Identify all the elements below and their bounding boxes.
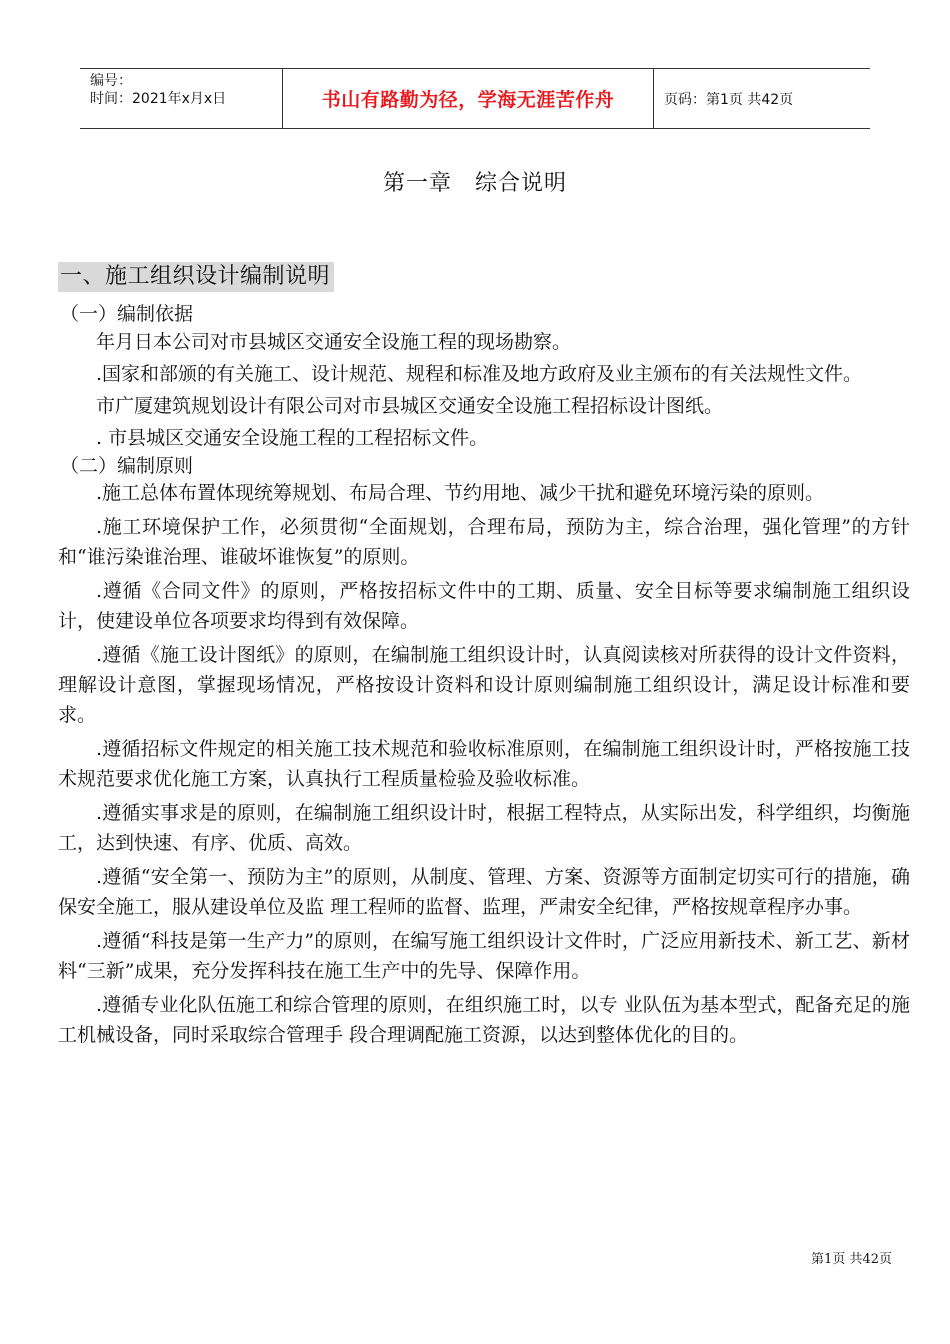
- paragraph: .遵循“科技是第一生产力”的原则，在编写施工组织设计文件时，广泛应用新技术、新工艺、新材料“三新”成果，充分发挥科技在施工生产中的先导、保障作用。: [58, 930, 910, 982]
- paragraph: .遵循实事求是的原则，在编制施工组织设计时，根据工程特点，从实际出发，科学组织，均衡施工，达到快速、有序、优质、高效。: [58, 802, 910, 854]
- paragraph: .遵循专业化队伍施工和综合管理的原则，在组织施工时，以专 业队伍为基本型式，配备充足的施工机械设备，同时采取综合管理手 段合理调配施工资源，以达到整体优化的目的。: [58, 994, 910, 1046]
- document-body: [58, 302, 910, 1054]
- paragraph: .遵循《合同文件》的原则，严格按招标文件中的工期、质量、安全目标等要求编制施工组织设计，使建设单位各项要求均得到有效保障。: [58, 580, 910, 632]
- subsection-title-principles: （二）编制原则: [60, 455, 194, 477]
- header-meta: [80, 69, 282, 128]
- paragraph: .施工环境保护工作，必须贯彻“全面规划，合理布局，预防为主，综合治理，强化管理”的方针和“谁污染谁治理、谁破坏谁恢复”的原则。: [58, 516, 911, 568]
- time-label: 时间：2021年x月x日: [90, 91, 227, 107]
- paragraph: .遵循“安全第一、预防为主”的原则，从制度、管理、方案、资源等方面制定切实可行的措施，确保安全施工，服从建设单位及监 理工程师的监督、监理，严肃安全纪律，严格按规章程序办事。: [58, 866, 910, 918]
- page-header: [80, 68, 870, 129]
- section-heading: 一、施工组织设计编制说明: [58, 262, 334, 292]
- paragraph: .遵循《施工设计图纸》的原则，在编制施工组织设计时，认真阅读核对所获得的设计文件资料，理解设计意图，掌握现场情况，严格按设计资料和设计原则编制施工组织设计，满足设计标准和要求。: [58, 644, 910, 726]
- paragraph: 市广厦建筑规划设计有限公司对市县城区交通安全设施工程招标设计图纸。: [96, 395, 724, 417]
- chapter-title: 第一章 综合说明: [382, 171, 567, 196]
- paragraph: 年月日本公司对市县城区交通安全设施工程的现场勘察。: [96, 331, 572, 353]
- paragraph: .遵循招标文件规定的相关施工技术规范和验收标准原则，在编制施工组织设计时，严格按施工技术规范要求优化施工方案，认真执行工程质量检验及验收标准。: [58, 738, 910, 790]
- header-motto: 书山有路勤为径，学海无涯苦作舟: [282, 69, 654, 128]
- paragraph: .国家和部颁的有关施工、设计规范、规程和标准及地方政府及业主颁布的有关法规性文件。: [96, 363, 863, 385]
- subsection-title-basis: （一）编制依据: [60, 303, 194, 325]
- code-label: 编号：: [90, 73, 132, 89]
- paragraph: .施工总体布置体现统筹规划、布局合理、节约用地、减少干扰和避免环境污染的原则。: [96, 482, 825, 504]
- paragraph: . 市县城区交通安全设施工程的工程招标文件。: [96, 427, 489, 449]
- header-page-info: 页码：第1页 共42页: [664, 91, 794, 108]
- page-footer: 第1页 共42页: [811, 1252, 892, 1267]
